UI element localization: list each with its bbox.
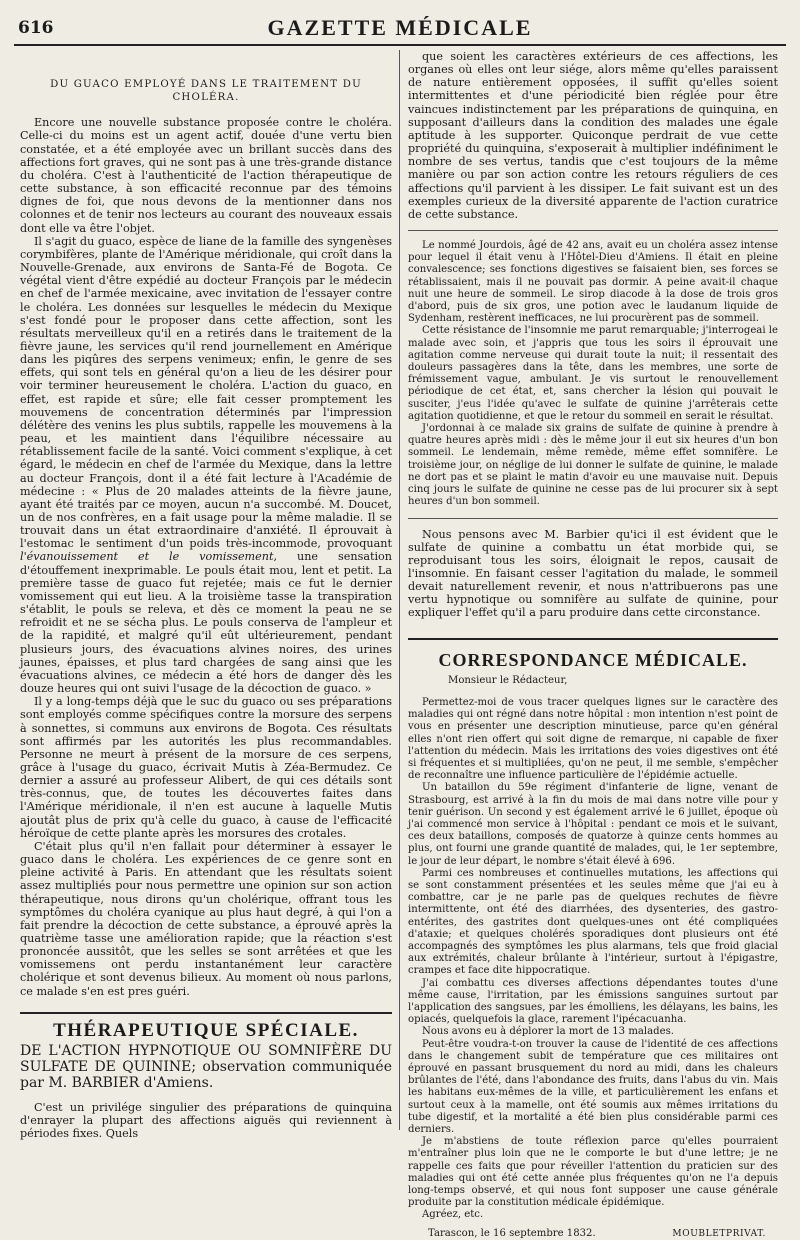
letter-paragraph: Je m'abstiens de toute réflexion parce qu'elles pourraient m'entraîner plus loin que ne le comporte le but d'une lettre; je ne rappelle ces faits que pour réveiller l'attention du praticien sur des maladies qui ont été cette année plus fréquentes qu'on ne l'a depuis long-temps observé, et qui nous font supposer une cause générale produite par la constitution médicale épidémique. <box>408 1136 778 1209</box>
paragraph-text: Il s'agit du guaco, espèce de liane de la famille des syngenèses corymbifères, plante de l'Amérique méridionale, qui croît dans la Nouvelle-Grenade, aux environs de Santa-Fé de Bogota. Ce végétal vient d'être expédié au docteur François par le médecin en chef de l'armée mexicaine, avec invitation de l'essayer contre le choléra. Les données sur lesquelles le médecin du Mexique s'est fondé pour le proposer dans cette affection, sont les résultats merveilleux qu'il en a retirés dans le traitement de la fièvre jaune, les services qu'il rend journellement en Amérique dans les piqûres des serpens venimeux; enfin, le genre de ses effets, qui sont tels en général qu'on a lieu de les désirer pour voir terminer heureusement le choléra. L'action du guaco, en effet, est rapide et sûre; elle fait cesser promptement les mouvemens de concentration déterminés par l'impression délétère des venins les plus subtils, rappelle les mouvemens à la peau, et les maintient dans l'équilibre nécessaire au rétablissement facile de la santé. Voici comment s'explique, à cet égard, le médecin en chef de l'armée du Mexique, dans la lettre au docteur François, dont il a été fait lecture à l'Académie de médecine : « Plus de 20 malades atteints de la fièvre jaune, ayant été traités par ce moyen, aucun n'a succombé. M. Doucet, un de nos confrères, en a fait usage pour la même maladie. Il se trouvait dans un état extraordinaire d'anxiété. Il éprouvait à l'estomac le sentiment d'un poids très-incommode, provoquant <box>20 234 392 551</box>
case-paragraph: Le nommé Jourdois, âgé de 42 ans, avait eu un choléra assez intense pour lequel il était venu à l'Hôtel-Dieu d'Amiens. Il était en pleine convalescence; ses fonctions digestives se faisaient bien, ses forces se rétablissaient, mais il ne pouvait pas dormir. A peine avait-il chaque nuit une heure de sommeil. Le sirop diacode à la dose de trois gros d'abord, puis de six gros, une potion avec le laudanum liquide de Sydenham, restèrent inefficaces, ne lui procurèrent pas de sommeil. <box>408 240 778 325</box>
paragraph <box>20 235 392 695</box>
case-paragraph: J'ordonnai à ce malade six grains de sulfate de quinine à prendre à quatre heures après midi : dès le même jour il eut six heures d'un bon sommeil. Le lendemain, même remède, même effet somnifère. Le troisième jour, on néglige de lui donner le sulfate de quinine, le malade ne dort pas et se plaint le matin d'avoir eu une mauvaise nuit. Depuis cinq jours le sulfate de quinine ne cesse pas de lui procurer six à sept heures d'un bon sommeil. <box>408 423 778 508</box>
signature-place-date: Tarascon, le 16 septembre 1832. <box>428 1227 596 1239</box>
section-title-therapeutique: THÉRAPEUTIQUE SPÉCIALE. <box>20 1012 392 1037</box>
page-header <box>14 14 786 46</box>
letter-paragraph: J'ai combattu ces diverses affections dépendantes toutes d'une même cause, l'irritation, par les émissions sanguines surtout par l'application des sangsues, par les émolliens, les délayans, les bains, les opiacés, quelquefois la glace, rarement l'ipécacuanha. <box>408 977 778 1026</box>
journal-title: GAZETTE MÉDICALE <box>267 15 533 40</box>
spacer <box>20 998 392 1006</box>
case-paragraph: Cette résistance de l'insomnie me parut remarquable; j'interrogeai le malade avec soin, et j'appris que tous les soirs il éprouvait une agitation comme nerveuse qui durait toute la nuit; il ressentait des douleurs passagères dans la tête, dans les membres, une sorte de frémissement vague, ambulant. Je vis surtout le renouvellement périodique de cet état, et, sans chercher la lésion qui pouvait le susciter, j'eus l'idée qu'avec le sulfate de quinine j'arrêterais cette agitation quotidienne, et que le retour du sommeil en serait le résultat. <box>408 325 778 422</box>
letter-paragraph: Permettez-moi de vous tracer quelques lignes sur le caractère des maladies qui ont régné dans notre hôpital : mon intention n'est point de vous en présenter une description minutieuse, parce qu'en général elles n'ont rien offert qui soit digne de remarque, ni capable de fixer l'attention du médecin. Mais les irritations des voies digestives ont été si fréquentes et si multipliées, qu'on ne peut, il me semble, s'empêcher de reconnaître une influence particulière de l'épidémie actuelle. <box>408 696 778 782</box>
spacer <box>408 620 778 628</box>
letter-paragraph: Peut-être voudra-t-on trouver la cause de l'identité de ces affections dans le changement subit de température que ces militaires ont éprouvé en passant brusquement du nord au midi, dans les chaleurs brûlantes de l'été, dans l'abondance des fruits, dans l'abus du vin. Mais les habitans eux-mêmes de la ville, et particulièrement les enfans et surtout ceux à la mamelle, ont été soumis aux mêmes irritations du tube digestif, et la mortalité a été bien plus considérable parmi ces derniers. <box>408 1038 778 1136</box>
paragraph: Il y a long-temps déjà que le suc du guaco ou ses préparations sont employés comme spécifiques contre la morsure des serpens à sonnettes, si communs aux environs de Bogota. Ces résultats sont affirmés par les autorités les plus recommandables. Personne ne meurt à présent de la morsure de ces serpens, grâce à l'usage du guaco, écrivait Mutis à Zéa-Bermudez. Ce dernier a assuré au professeur Alibert, de qui ces détails sont très-connus, que, de toutes les découvertes faites dans l'Amérique méridionale, il n'en est aucune à laquelle Mutis ajoutât plus de prix qu'à celle du guaco, à cause de l'efficacité héroïque de cette plante après les morsures des crotales. <box>20 695 392 840</box>
left-column <box>20 50 392 1141</box>
letter-signature <box>408 1222 778 1240</box>
paragraph: Nous pensons avec M. Barbier qu'ici il est évident que le sulfate de quinine a combattu un état morbide qui, se reproduisant tous les soirs, éloignait le repos, causait de l'insomnie. En faisant cesser l'agitation du malade, le sommeil devait naturellement revenir, et nous n'attribuerons pas une vertu hypnotique ou somnifère au sulfate de quinine, pour expliquer l'effet qu'il a paru produire dans cette circonstance. <box>408 527 778 620</box>
salutation: Monsieur le Rédacteur, <box>448 674 568 686</box>
signature-name: MOUBLETPRIVAT. <box>672 1228 766 1239</box>
letter-paragraph: Un bataillon du 59e régiment d'infanterie de ligne, venant de Strasbourg, est arrivé à la fin du mois de mai dans notre ville pour y tenir guérison. Un second y est également arrivé le 6 juillet, époque où j'ai commencé mon service à l'hôpital : pendant ce mois et le suivant, ces deux bataillons, composés de quatorze à quinze cents hommes au plus, ont fourni une grande quantité de malades, qui, le 1er septembre, le jour de leur départ, le nombre s'était élevé à 696. <box>408 782 778 867</box>
letter-paragraph: Parmi ces nombreuses et continuelles mutations, les affections qui se sont constamment présentées et les seules même que j'ai eu à combattre, car je ne parle pas de quelques rechutes de fièvre intermittente, ont été des diarrhées, des dysenteries, des gastro-entérites, des gastrites dont quelques-unes ont été compliquées d'ataxie; et quelques cholérés sporadiques dont plusieurs ont été accompagnés des symptômes les plus alarmans, tels que froid glacial aux extrémités, chaleur brûlante à l'intérieur, surtout à l'épigastre, crampes et face dite hippocratique. <box>408 867 778 977</box>
letter-paragraph: Agréez, etc. <box>422 1209 484 1221</box>
paragraph: Encore une nouvelle substance proposée contre le choléra. Celle-ci du moins est un agent actif, douée d'une vertu bien constatée, et a été employée avec un brillant succès dans des affections fort graves, qui ne sont pas à une très-grande distance du choléra. C'est à l'authenticité de l'action thérapeutique de cette substance, à son efficacité reconnue par des témoins dignes de foi, que nous devons de la mentionner dans nos colonnes et de tenir nos lecteurs au courant des nouveaux essais dont elle va être l'objet. <box>20 116 392 235</box>
page-number: 616 <box>18 18 54 38</box>
italic-phrase: l'évanouissement et le vomissement <box>20 550 274 564</box>
article-subtitle: DE L'ACTION HYPNOTIQUE OU SOMNIFÈRE DU SULFATE DE QUININE; observation communiquée par M. BARBIER d'Amiens. <box>20 1042 392 1091</box>
paragraph-text: , une sensation d'étouffement inexprimable. Le pouls était mou, lent et petit. La première tasse de guaco fut rejetée; mais ce fut le dernier vomissement qui eut lieu. A la troisième tasse la transpiration s'établit, le pouls se releva, et dès ce moment la peau ne se refroidit et ne se sécha plus. Le pouls conserva de l'ampleur et de la rapidité, et malgré qu'il eût ultérieurement, pendant plusieurs jours, des évacuations alvines noires, des urines jaunes, épaisses, et plus tard chargées de sang ainsi que les évacuations alvines, ce médecin a été hors de danger dès les douze heures qui ont suivi l'usage de la décoction de guaco. » <box>20 550 392 696</box>
paragraph: C'est un privilége singulier des préparations de quinquina d'enrayer la plupart des affections aiguës qui reviennent à périodes fixes. Quels <box>20 1100 392 1141</box>
separator <box>408 518 778 519</box>
letter-paragraph: Nous avons eu à déplorer la mort de 13 malades. <box>422 1026 674 1038</box>
article-title-guaco: DU GUACO EMPLOYÉ DANS LE TRAITEMENT DU CHOLÉRA. <box>50 79 362 104</box>
right-column <box>408 50 778 1239</box>
section-title-correspondance: CORRESPONDANCE MÉDICALE. <box>408 638 778 667</box>
paragraph: que soient les caractères extérieurs de ces affections, les organes où elles ont leur siége, alors même qu'elles paraissent de nature entièrement opposées, il suffit qu'elles soient intermittentes et d'une périodicité bien réglée pour être vaincues indistinctement par les préparations de quinquina, en supposant d'ailleurs dans la condition des malades une égale aptitude à les supporter. Quiconque perdrait de vue cette propriété du quinquina, s'exposerait à multiplier indéfiniment le nombre de ses vertus, tandis que c'est toujours de la même manière ou par son action contre les retours réguliers de ces affections qu'il parvient à les dissiper. Le fait suivant est un des exemples curieux de la diversité apparente de l'action curatrice de cette substance. <box>408 50 778 221</box>
column-divider <box>399 50 400 1130</box>
separator <box>408 230 778 231</box>
paragraph: C'était plus qu'il n'en fallait pour déterminer à essayer le guaco dans le choléra. Les expériences de ce genre sont en pleine activité à Paris. En attendant que les résultats soient assez multipliés pour nous permettre une opinion sur son action thérapeutique, nous dirons qu'un cholérique, offrant tous les symptômes du choléra cyanique au plus haut degré, à qui l'on a fait prendre la décoction de cette substance, a éprouvé après la quatrième tasse une amélioration rapide; que la réaction s'est prononcée aussitôt, que les selles se sont arrêtées et que les vomissemens ont perdu instantanément leur caractère cholérique et sont devenus bilieux. Au moment où nous parlons, ce malade s'en est pres guéri. <box>20 839 392 998</box>
